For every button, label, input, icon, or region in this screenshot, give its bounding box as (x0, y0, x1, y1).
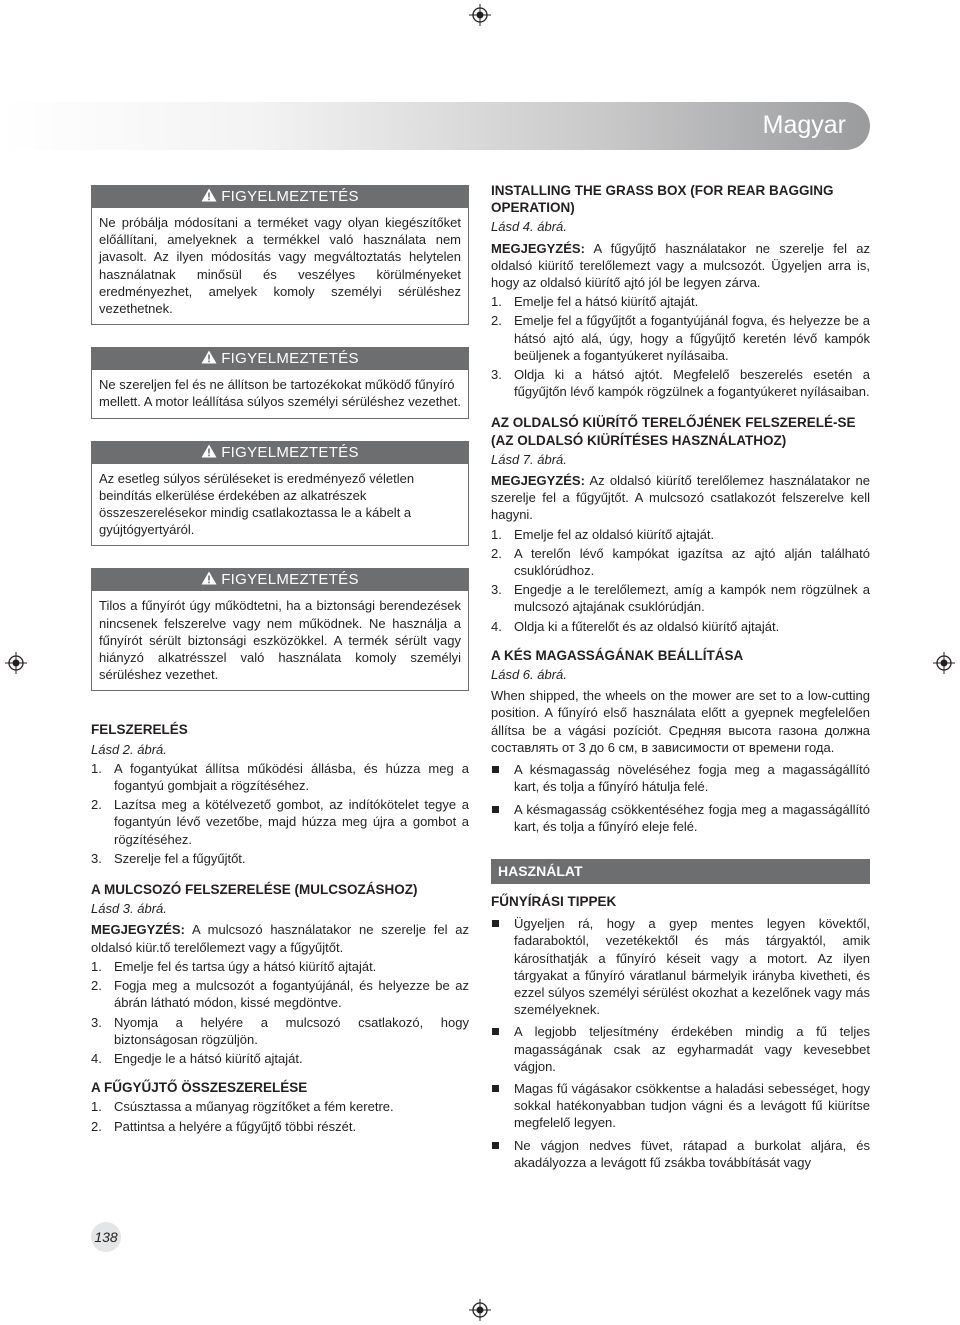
note-label: MEGJEGYZÉS: (91, 922, 185, 938)
warning-header (92, 186, 468, 208)
warning-text: Az esetleg súlyos sérüléseket is eredményező véletlen beindítás elkerülése érdekében az alkatrészek összeszerelésekor mindig csatlakoztassa le a kábelt a gyújtógyertyáról. (99, 470, 415, 538)
list-item (91, 850, 469, 867)
list-item (491, 801, 870, 835)
step-number: 1. (491, 526, 502, 542)
section-title-mulcsozo: A MULCSOZÓ FELSZERELÉSE (MULCSOZÁSHOZ) (91, 882, 418, 898)
warning-title: FIGYELMEZTETÉS (221, 188, 359, 205)
warning-text: Tilos a fűnyírót úgy működtetni, ha a biztonsági berendezések nincsenek felszerelve vagy nem működnek. Ne használja a fűnyírót sérült biztonsági eszközökkel. A termék sérült vagy hiányzó alkatrésszel való használata komoly személyi sérüléshez vezethet. (99, 598, 461, 683)
warning-header (92, 442, 468, 464)
list-item (491, 618, 870, 635)
bullet-text: Ügyeljen rá, hogy a gyep mentes legyen kövektől, fadaraboktól, vezetékektől és más tárgyaktól, amik károsíthatják a fűnyíró késeit vagy a motort. Az ilyen tárgyakat a fűnyíró váratlanul bármelyik irányba kivetheti, és ezzel súlyos személyi sérülést okozhat a kezelőnek vagy más személyeknek. (514, 916, 870, 1018)
steps-list (91, 760, 469, 867)
step-text: Emelje fel és tartsa úgy a hátsó kiürítő ajtaját. (114, 958, 377, 974)
bullet-square-icon (491, 1080, 514, 1132)
warning-triangle-icon (201, 350, 217, 364)
step-text: Emelje fel a fűgyűjtőt a fogantyújánál fogva, és helyezze be a hátsó ajtó alá, úgy, hogy a fűgyűjtő keretén lévő kampók beüljenek a fogantyúkeret nyílásaiba. (514, 313, 870, 363)
section-title-tippek: FŰNYÍRÁSI TIPPEK (491, 893, 617, 909)
warning-title: FIGYELMEZTETÉS (221, 350, 359, 368)
step-number: 2. (91, 1118, 102, 1134)
bullet-square-icon (491, 915, 514, 1018)
note-label: MEGJEGYZÉS: (491, 473, 585, 489)
note-paragraph (491, 472, 870, 524)
registration-mark-icon (933, 652, 955, 674)
step-number: 4. (91, 1050, 102, 1066)
note-paragraph (91, 921, 469, 955)
list-item (91, 1014, 469, 1048)
section-title-felszereles: FELSZERELÉS (91, 722, 188, 738)
steps-list (91, 958, 469, 1067)
step-number: 1. (91, 1099, 102, 1115)
list-item (91, 1050, 469, 1067)
step-text: Nyomja a helyére a mulcsozó csatlakozó, hogy biztonságosan rögzüljön. (114, 1014, 469, 1047)
step-number: 2. (91, 797, 102, 813)
note-text: A fűgyűjtő használatakor ne szerelje fel az oldalsó kiürítő terelőlemezt vagy a mulcsozót. Ügyeljen arra is, hogy az oldalsó kiürítő ajtó jól be legyen zárva. (491, 240, 870, 291)
figure-reference: Lásd 2. ábrá. (91, 741, 167, 757)
bullet-list (491, 915, 870, 1171)
bullet-text: A legjobb teljesítmény érdekében mindig a fű teljes magasságának csak az egyharmadát vagy kevesebbet vágjon. (514, 1024, 870, 1074)
warning-title: FIGYELMEZTETÉS (221, 443, 359, 461)
step-text: A fogantyúkat állítsa működési állásba, és húzza meg a fogantyú gombjait a rögzítéséhez. (114, 760, 469, 794)
step-number: 1. (91, 958, 102, 974)
note-paragraph (491, 240, 870, 292)
step-number: 2. (491, 545, 502, 561)
figure-reference: Lásd 3. ábrá. (91, 901, 167, 917)
bullet-text: A késmagasság növeléséhez fogja meg a magasságállító kart, és tolja a fűnyíró hátulja felé. (514, 762, 870, 795)
step-text: Oldja ki a hátsó ajtót. Megfelelő beszerelés esetén a fűgyűjtőn lévő kampók rögzülnek a fogantyúkeret nyílásaiban. (514, 367, 870, 400)
list-item (491, 1023, 870, 1075)
list-item (491, 915, 870, 1018)
step-number: 3. (491, 367, 502, 383)
warning-box (91, 185, 469, 325)
steps-list (91, 1098, 469, 1134)
list-item (491, 761, 870, 795)
bullet-text: A késmagasság csökkentéséhez fogja meg a magasságállító kart, és tolja a fűnyíró eleje felé. (514, 801, 870, 834)
section-bar-hasznalat: HASZNÁLAT (491, 859, 870, 884)
list-item (91, 958, 469, 975)
bullet-text: Ne vágjon nedves füvet, rátapad a burkolat aljára, és akadályozza a levágott fű zsákba továbbítását vagy (514, 1137, 870, 1170)
list-item (491, 1080, 870, 1132)
warning-text: Ne próbálja módosítani a terméket vagy olyan kiegészítőket előállítani, amelyeknek a termékkel való használata nem javasolt. Az ilyen módosítás vagy megváltoztatás helytelen használatnak minősül és veszélyes körülményeket eredményezhet, amelyek komoly személyi sérüléshez vezethetnek. (99, 215, 461, 317)
step-text: Fogja meg a mulcsozót a fogantyújánál, és helyezze be az ábrán látható módon, kissé megdöntve. (114, 978, 469, 1011)
step-text: Emelje fel a hátsó kiürítő ajtaját. (514, 294, 699, 310)
step-text: Szerelje fel a fűgyűjtőt. (114, 850, 246, 866)
warning-triangle-icon (201, 571, 217, 585)
bullet-square-icon (491, 1137, 514, 1171)
list-item (91, 760, 469, 794)
left-column (91, 185, 469, 1135)
language-header-band (0, 102, 870, 150)
registration-mark-icon (5, 652, 27, 674)
figure-reference: Lásd 7. ábrá. (491, 451, 567, 467)
list-item (491, 293, 870, 310)
warning-box (91, 347, 469, 418)
note-label: MEGJEGYZÉS: (491, 240, 585, 256)
registration-mark-icon (469, 4, 491, 26)
step-text: Emelje fel az oldalsó kiürítő ajtaját. (514, 526, 715, 542)
bullet-square-icon (491, 801, 514, 835)
bullet-text: Magas fű vágásakor csökkentse a haladási sebességet, hogy sokkal hatékonyabban tudjon vágni és a levágott fű kiürítse megfelelő legyen. (514, 1080, 870, 1131)
step-text: Oldja ki a fűterelőt és az oldalsó kiürítő ajtaját. (514, 618, 780, 634)
step-number: 4. (491, 618, 502, 634)
warning-header (92, 569, 468, 591)
step-text: A terelőn lévő kampókat igazítsa az ajtó alján található csuklórúdhoz. (514, 545, 870, 579)
section-title-oldalso: AZ OLDALSÓ KIÜRÍTŐ TERELŐJÉNEK FELSZERELÉ-SE (AZ OLDALSÓ KIÜRÍTÉSES HASZNÁLATHOZ) (491, 415, 856, 448)
bullet-square-icon (491, 1023, 514, 1075)
list-item (91, 1118, 469, 1135)
section-title-grassbox: INSTALLING THE GRASS BOX (FOR REAR BAGGING OPERATION) (491, 183, 834, 216)
warning-box (91, 568, 469, 691)
step-text: Lazítsa meg a kötélvezető gombot, az indítókötelet tegye a fogantyún lévő vezetőbe, majd húzza meg újra a gombot a rögzítéséhez. (114, 797, 469, 847)
body-paragraph: When shipped, the wheels on the mower are set to a low-cutting position. A fűnyíró első használata előtt a gyepnek megfelelően állítsa be a vágási pozíciót. Средняя высота газона должна составлять от 3 до 6 см, в зависимости от времени года. (491, 688, 870, 755)
figure-reference: Lásd 4. ábrá. (491, 219, 567, 235)
warning-text: Ne szereljen fel és ne állítson be tartozékokat működő fűnyíró mellett. A motor leállítása súlyos személyi sérüléshez vezethet. (99, 377, 461, 410)
section-title-kes: A KÉS MAGASSÁGÁNAK BEÁLLÍTÁSA (491, 647, 744, 663)
warning-triangle-icon (201, 188, 217, 202)
list-item (91, 796, 469, 848)
list-item (491, 526, 870, 543)
step-number: 3. (91, 1014, 102, 1030)
step-number: 1. (491, 294, 502, 310)
section-title-fugyujto: A FŰGYŰJTŐ ÖSSZESZERELÉSE (91, 1080, 308, 1096)
step-number: 1. (91, 760, 102, 776)
step-number: 2. (491, 313, 502, 329)
step-number: 3. (491, 582, 502, 598)
note-text: Az oldalsó kiürítő terelőlemez használatakor ne szerelje fel a fűgyűjtőt. A mulcsozó csatlakozót felszerelve kell hagyni. (491, 473, 870, 523)
note-text: A mulcsozó használatakor ne szerelje fel az oldalsó kiür.tő terelőlemezt vagy a fűgyűjtőt. (91, 922, 469, 955)
list-item (491, 545, 870, 579)
warning-triangle-icon (201, 444, 217, 458)
list-item (491, 366, 870, 400)
list-item (91, 1098, 469, 1115)
step-text: Pattintsa a helyére a fűgyűjtő többi részét. (114, 1118, 357, 1134)
right-column (491, 182, 870, 1171)
language-label: Magyar (762, 111, 846, 139)
steps-list (491, 526, 870, 635)
steps-list (491, 293, 870, 400)
step-number: 2. (91, 978, 102, 994)
list-item (491, 581, 870, 615)
warning-header (92, 348, 468, 370)
step-text: Csúsztassa a műanyag rögzítőket a fém keretre. (114, 1099, 394, 1115)
figure-reference: Lásd 6. ábrá. (491, 667, 567, 683)
list-item (91, 977, 469, 1011)
list-item (491, 1137, 870, 1171)
step-text: Engedje le a hátsó kiürítő ajtaját. (114, 1050, 303, 1066)
registration-mark-icon (469, 1299, 491, 1321)
page-number: 138 (91, 1222, 121, 1252)
list-item (491, 312, 870, 364)
warning-box (91, 441, 469, 547)
bullet-list (491, 761, 870, 835)
warning-title: FIGYELMEZTETÉS (221, 571, 359, 589)
bullet-square-icon (491, 761, 514, 795)
step-text: Engedje a le terelőlemezt, amíg a kampók nem rögzülnek a mulcsozó ajtajának csuklórúdján. (514, 582, 870, 615)
step-number: 3. (91, 850, 102, 866)
